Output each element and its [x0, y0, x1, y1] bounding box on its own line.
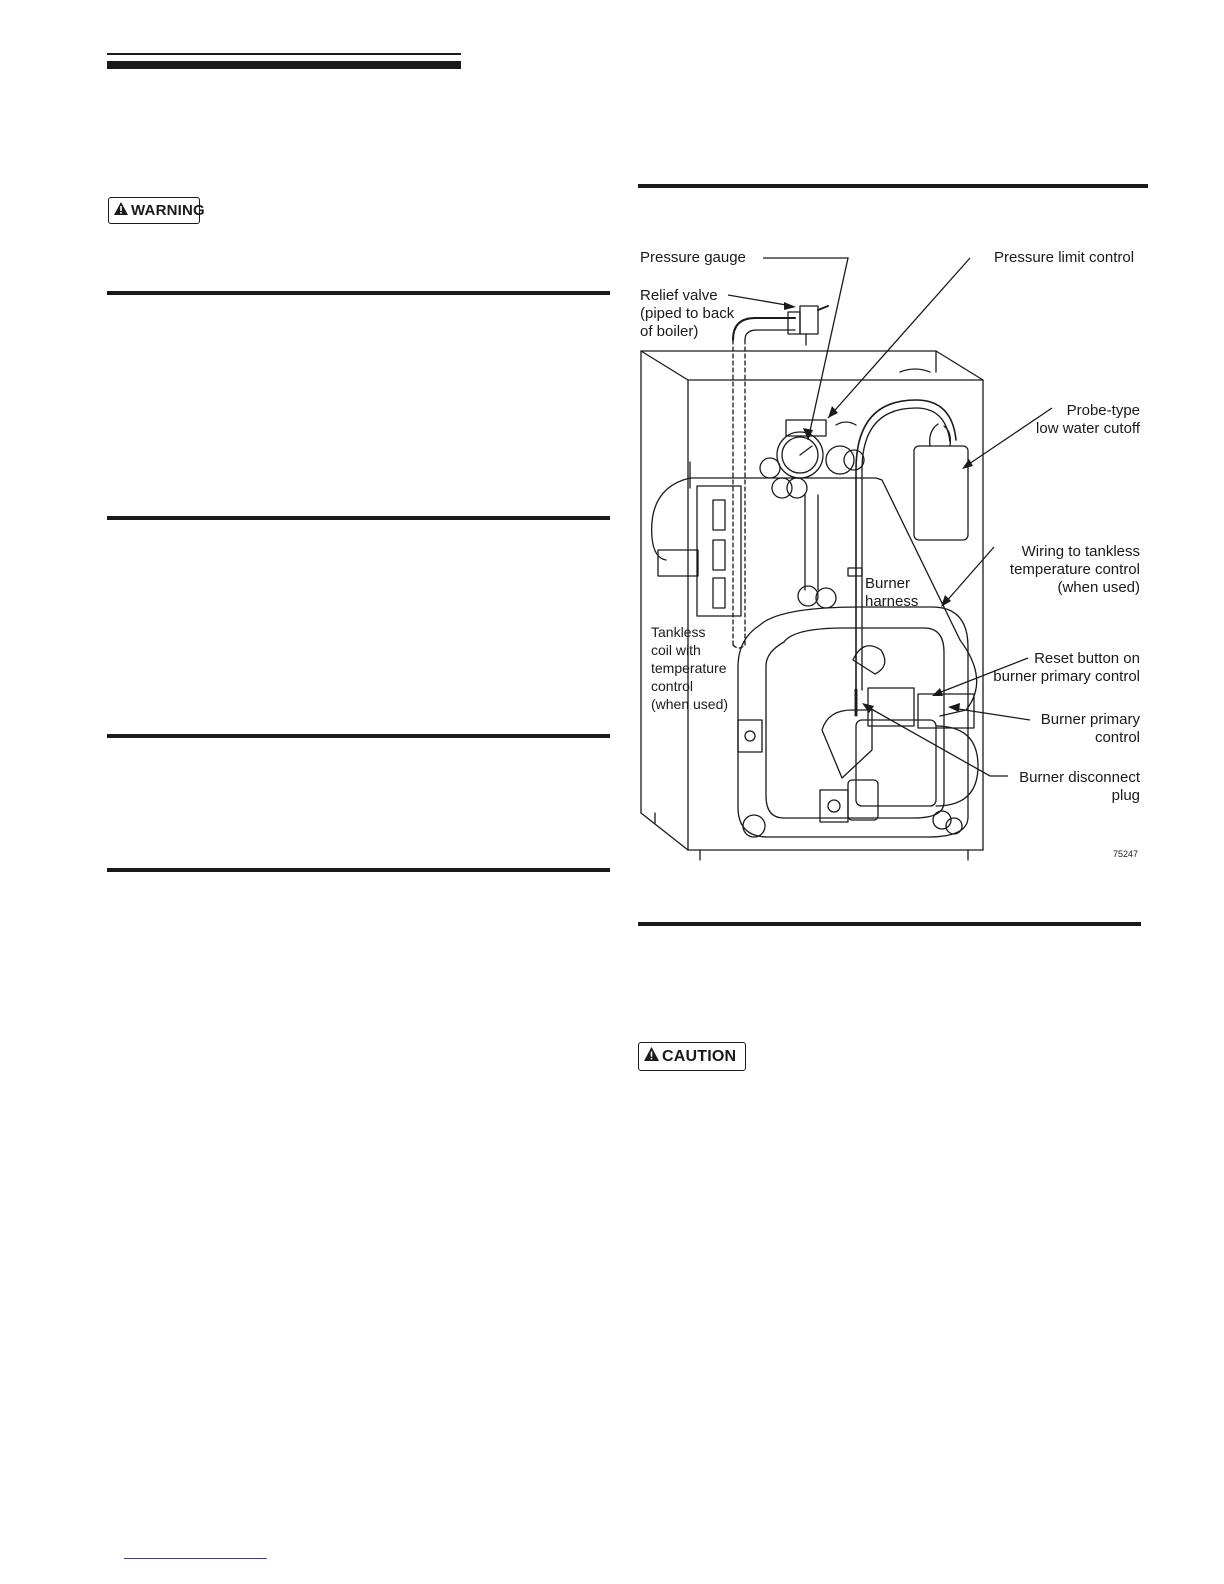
caution-label: CAUTION: [662, 1047, 737, 1065]
label-relief-valve: Relief valve (piped to back of boiler): [640, 287, 735, 340]
label-burner-disconnect-plug: Burner disconnect plug: [1019, 769, 1140, 804]
tankless-coil-plate: [658, 462, 741, 616]
figure-number: 75247: [1113, 849, 1139, 859]
relief-valve-pipe: [733, 306, 828, 648]
label-burner-primary-control: Burner primary control: [1040, 711, 1140, 746]
label-wiring-tankless: Wiring to tankless temperature control (when used): [1009, 543, 1140, 596]
low-water-cutoff: [914, 424, 968, 540]
burner-door: [738, 607, 968, 837]
leader-lines: [728, 258, 1052, 776]
label-probe-lwco: Probe-type low water cutoff: [1036, 402, 1140, 437]
boiler-cabinet: [641, 351, 983, 850]
gauge-cluster: [760, 420, 864, 608]
label-burner-harness: Burner harness: [865, 575, 919, 610]
warning-label: WARNING: [131, 202, 205, 219]
label-pressure-limit-control: Pressure limit control: [994, 249, 1135, 266]
label-pressure-gauge: Pressure gauge: [640, 249, 746, 266]
footer-link-underline[interactable]: [124, 1558, 267, 1559]
leader-arrowheads: [784, 302, 973, 713]
label-reset-button: Reset button on burner primary control: [993, 650, 1140, 685]
label-tankless-coil: Tankless coil with temperature control (when used): [651, 624, 729, 712]
